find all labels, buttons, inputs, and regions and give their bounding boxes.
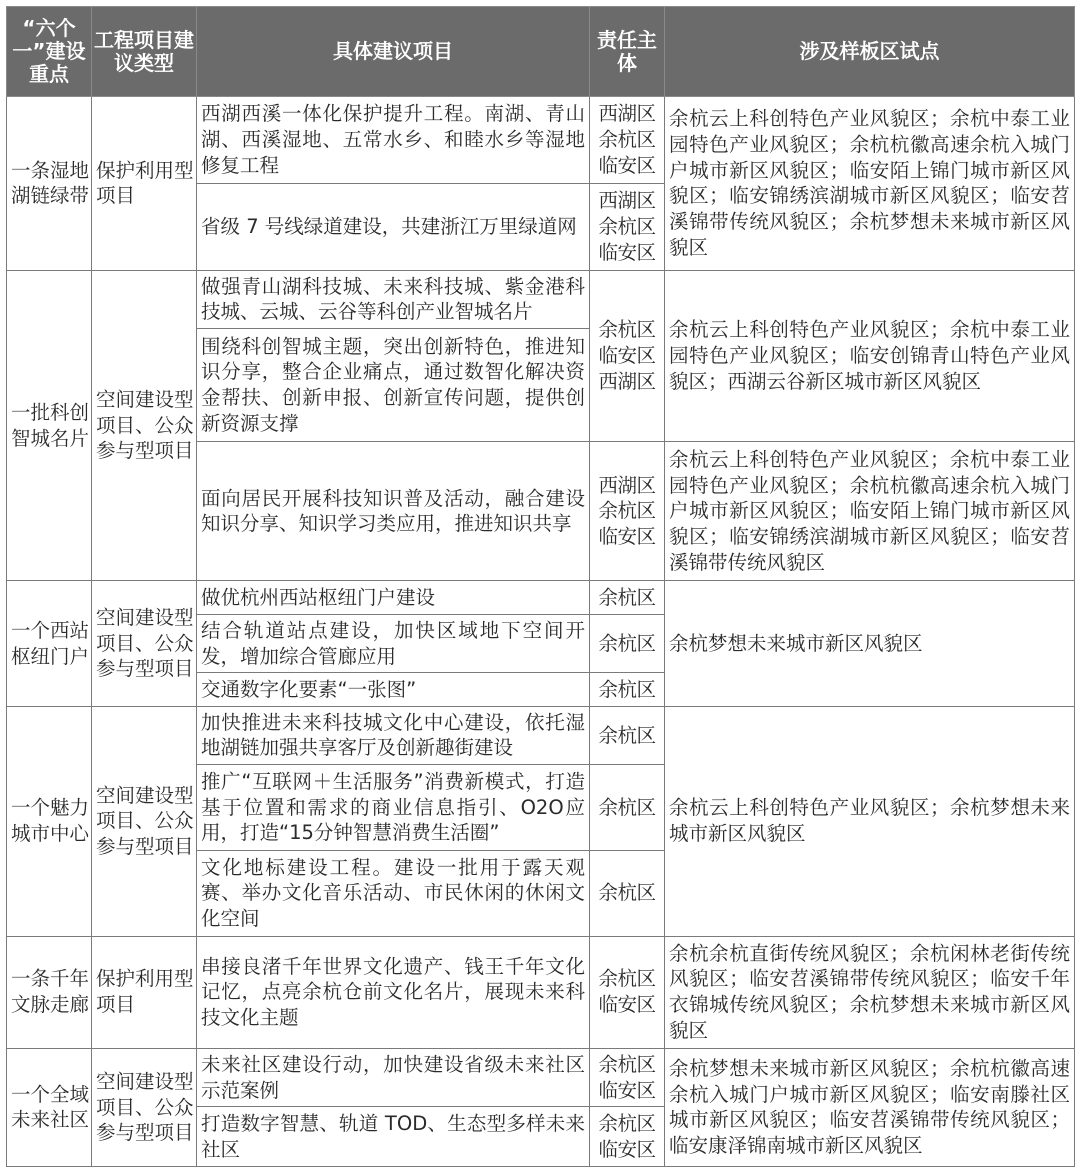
table-row (7, 97, 1075, 184)
focus-cell: 一批科创智城名片 (7, 270, 92, 581)
owner-cell: 西湖区余杭区临安区 (590, 97, 665, 184)
pilot-cell: 余杭云上科创特色产业风貌区；余杭中泰工业园特色产业风貌区；余杭杭徽高速余杭入城门户城市新区风貌区；临安陌上锦门城市新区风貌区；临安锦绣滨湖城市新区风貌区；临安苕溪锦带传统风貌区；余杭梦想未来城市新区风貌区 (665, 97, 1075, 271)
header-pilot: 涉及样板区试点 (665, 7, 1075, 97)
pilot-cell: 余杭云上科创特色产业风貌区；余杭中泰工业园特色产业风貌区；临安创锦青山特色产业风貌区；西湖云谷新区城市新区风貌区 (665, 270, 1075, 442)
owner-cell: 余杭区 (590, 614, 665, 673)
pilot-cell: 余杭梦想未来城市新区风貌区 (665, 581, 1075, 706)
pilot-cell: 余杭云上科创特色产业风貌区；余杭梦想未来城市新区风貌区 (665, 706, 1075, 936)
owner-cell: 余杭区临安区 (590, 1048, 665, 1107)
focus-cell: 一个全域未来社区 (7, 1048, 92, 1166)
project-table (6, 6, 1075, 1167)
project-cell: 串接良渚千年世界文化遗产、钱王千年文化记忆，点亮余杭仓前文化名片，展现未来科技文化主题 (197, 936, 590, 1048)
owner-cell: 余杭区临安区西湖区 (590, 270, 665, 442)
header-focus: “六个一”建设重点 (7, 7, 92, 97)
header-owner: 责任主体 (590, 7, 665, 97)
type-cell: 保护利用型项目 (92, 97, 197, 271)
owner-cell: 余杭区 (590, 673, 665, 706)
project-cell: 西湖西溪一体化保护提升工程。南湖、青山湖、西溪湿地、五常水乡、和睦水乡等湿地修复工程 (197, 97, 590, 184)
project-cell: 做优杭州西站枢纽门户建设 (197, 581, 590, 614)
pilot-cell: 余杭余杭直街传统风貌区；余杭闲林老街传统风貌区；临安苕溪锦带传统风貌区；临安千年衣锦城传统风貌区；余杭梦想未来城市新区风貌区 (665, 936, 1075, 1048)
table-row (7, 581, 1075, 614)
type-cell: 保护利用型项目 (92, 936, 197, 1048)
project-cell: 围绕科创智城主题，突出创新特色，推进知识分享，整合企业痛点，通过数智化解决资金帮扶、创新申报、创新宣传问题，提供创新资源支撑 (197, 329, 590, 442)
header-project: 具体建议项目 (197, 7, 590, 97)
pilot-cell: 余杭云上科创特色产业风貌区；余杭中泰工业园特色产业风貌区；余杭杭徽高速余杭入城门户城市新区风貌区；临安陌上锦门城市新区风貌区；临安锦绣滨湖城市新区风貌区；临安苕溪锦带传统风貌区 (665, 442, 1075, 581)
table-row (7, 1048, 1075, 1107)
focus-cell: 一条湿地湖链绿带 (7, 97, 92, 271)
project-cell: 推广“互联网＋生活服务”消费新模式，打造基于位置和需求的商业信息指引、O2O应用，打造“15分钟智慧消费生活圈” (197, 765, 590, 851)
table-container (6, 6, 1074, 1167)
owner-cell: 余杭区临安区 (590, 936, 665, 1048)
owner-cell: 余杭区临安区 (590, 1107, 665, 1167)
table-row (7, 270, 1075, 329)
focus-cell: 一个西站枢纽门户 (7, 581, 92, 706)
header-row (7, 7, 1075, 97)
focus-cell: 一个魅力城市中心 (7, 706, 92, 936)
type-cell: 空间建设型项目、公众参与型项目 (92, 706, 197, 936)
owner-cell: 余杭区 (590, 765, 665, 851)
project-cell: 省级 7 号线绿道建设，共建浙江万里绿道网 (197, 183, 590, 270)
table-row (7, 706, 1075, 765)
project-cell: 做强青山湖科技城、未来科技城、紫金港科技城、云城、云谷等科创产业智城名片 (197, 270, 590, 329)
type-cell: 空间建设型项目、公众参与型项目 (92, 270, 197, 581)
focus-cell: 一条千年文脉走廊 (7, 936, 92, 1048)
type-cell: 空间建设型项目、公众参与型项目 (92, 581, 197, 706)
project-cell: 打造数字智慧、轨道 TOD、生态型多样未来社区 (197, 1107, 590, 1167)
project-cell: 结合轨道站点建设，加快区域地下空间开发，增加综合管廊应用 (197, 614, 590, 673)
owner-cell: 余杭区 (590, 581, 665, 614)
table-row (7, 936, 1075, 1048)
type-cell: 空间建设型项目、公众参与型项目 (92, 1048, 197, 1166)
owner-cell: 西湖区余杭区临安区 (590, 183, 665, 270)
owner-cell: 余杭区 (590, 850, 665, 936)
project-cell: 交通数字化要素“一张图” (197, 673, 590, 706)
owner-cell: 西湖区余杭区临安区 (590, 442, 665, 581)
owner-cell: 余杭区 (590, 706, 665, 765)
project-cell: 文化地标建设工程。建设一批用于露天观赛、举办文化音乐活动、市民休闲的休闲文化空间 (197, 850, 590, 936)
project-cell: 未来社区建设行动，加快建设省级未来社区示范案例 (197, 1048, 590, 1107)
header-type: 工程项目建议类型 (92, 7, 197, 97)
project-cell: 面向居民开展科技知识普及活动，融合建设知识分享、知识学习类应用，推进知识共享 (197, 442, 590, 581)
project-cell: 加快推进未来科技城文化中心建设，依托湿地湖链加强共享客厅及创新趣街建设 (197, 706, 590, 765)
pilot-cell: 余杭梦想未来城市新区风貌区；余杭杭徽高速余杭入城门户城市新区风貌区；临安南滕社区城市新区风貌区；临安苕溪锦带传统风貌区；临安康泽锦南城市新区风貌区 (665, 1048, 1075, 1166)
